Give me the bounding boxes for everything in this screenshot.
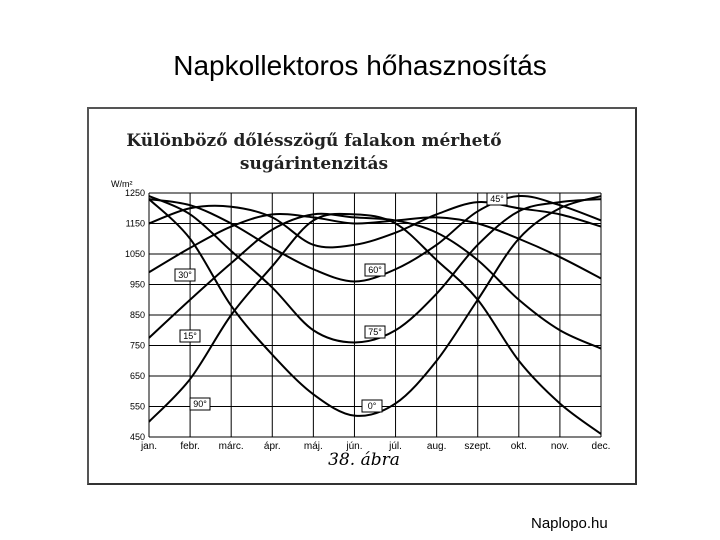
series-line-6: [149, 196, 601, 416]
series-label-text: 60°: [368, 265, 382, 275]
x-tick-label-11: dec.: [591, 441, 611, 452]
y-ticks: [125, 188, 145, 442]
source-label: Naplopo.hu: [531, 515, 608, 532]
x-tick-label-1: febr.: [180, 441, 200, 452]
series-label-5: [365, 326, 385, 338]
x-tick-label-6: júl.: [389, 441, 402, 452]
series-label-4: [365, 264, 385, 276]
series-label-text: 45°: [490, 194, 504, 204]
series-label-text: 75°: [368, 327, 382, 337]
x-tick-label-0: jan.: [140, 441, 158, 452]
chart-svg: [89, 109, 635, 483]
y-tick-label-0: 450: [129, 432, 145, 442]
chart-figure: [87, 107, 637, 485]
chart-title-line1: Különböző dőlésszögű falakon mérhető: [126, 131, 502, 151]
y-tick-label-5: 950: [129, 279, 145, 290]
y-tick-label-6: 1050: [124, 249, 145, 259]
y-tick-label-3: 750: [129, 340, 145, 351]
x-tick-label-4: máj.: [303, 441, 323, 452]
x-tick-label-2: márc.: [218, 441, 244, 452]
x-tick-label-10: nov.: [550, 441, 569, 452]
x-tick-label-5: jún.: [346, 441, 363, 452]
y-axis-unit: W/m²: [111, 179, 133, 189]
x-tick-label-7: aug.: [426, 441, 447, 452]
series-label-2: [175, 269, 195, 281]
figure-caption: 38. ábra: [328, 450, 400, 470]
series-label-text: 90°: [193, 399, 207, 409]
series-label-0: [362, 400, 382, 412]
y-tick-label-2: 650: [129, 371, 145, 381]
series-label-3: [487, 193, 507, 205]
chart-title-line2: sugárintenzitás: [239, 154, 389, 174]
x-tick-label-3: ápr.: [263, 441, 281, 452]
x-tick-label-8: szept.: [464, 441, 492, 452]
series-labels: [175, 193, 507, 412]
y-tick-label-4: 850: [129, 310, 145, 320]
series-label-text: 30°: [178, 270, 192, 280]
x-tick-label-9: okt.: [510, 441, 527, 452]
y-tick-label-7: 1150: [125, 218, 145, 229]
series-label-text: 15°: [183, 331, 197, 341]
series-label-text: 0°: [367, 401, 377, 411]
y-tick-label-8: 1250: [124, 188, 145, 198]
series-label-6: [190, 398, 210, 410]
slide-title: Napkollektoros hőhasznosítás: [173, 50, 547, 81]
series-label-1: [180, 330, 200, 342]
y-tick-label-1: 550: [129, 401, 145, 412]
